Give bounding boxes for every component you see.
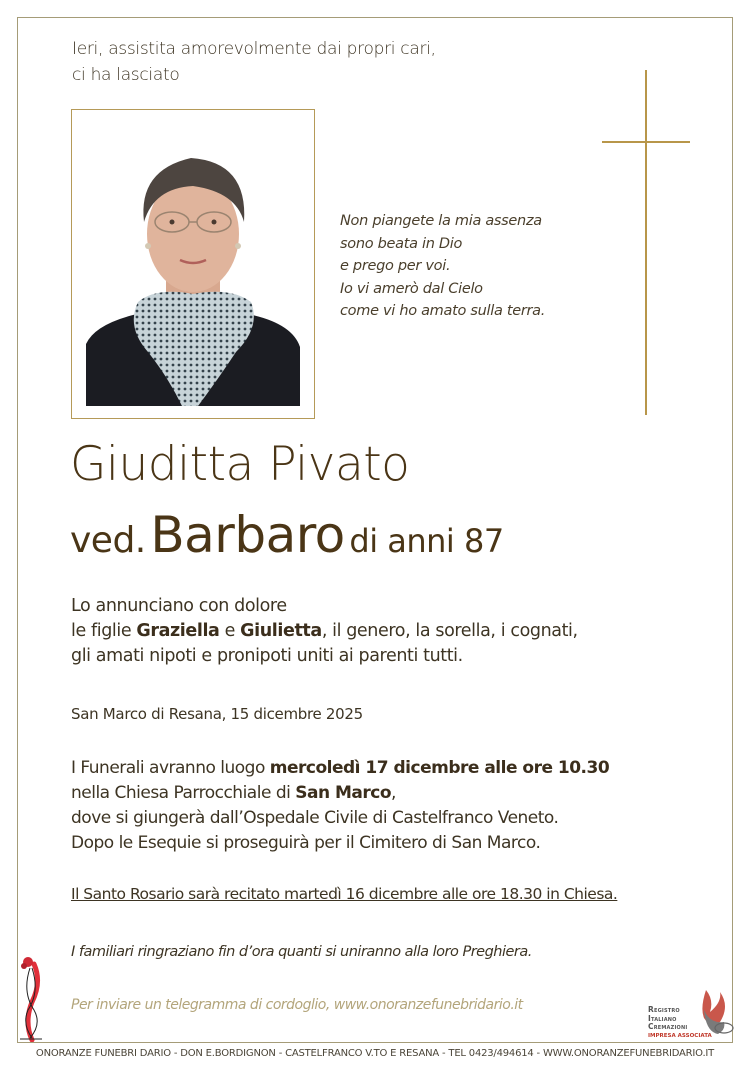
poem	[340, 210, 545, 323]
funeral-text: ,	[391, 783, 396, 803]
cross-horizontal-bar	[602, 141, 690, 143]
poem-line: sono beata in Dio	[340, 235, 463, 252]
intro-line-2: ci ha lasciato	[72, 65, 180, 85]
poem-line: Io vi amerò dal Cielo	[340, 280, 483, 297]
funeral-line-1	[71, 756, 609, 781]
announcement-line-2	[71, 619, 578, 644]
thanks-note: I familiari ringraziano fin d’ora quanti si uniranno alla loro Preghiera.	[71, 944, 532, 960]
daughter-name: Giulietta	[240, 621, 322, 641]
funeral-line-3: dove si giungerà dall’Ospedale Civile di Castelfranco Veneto.	[71, 808, 559, 828]
funeral-line-2	[71, 781, 609, 806]
portrait-illustration	[86, 122, 300, 406]
funeral-line-4: Dopo le Esequie si proseguirà per il Cimitero di San Marco.	[71, 833, 541, 853]
footer-contact-line: ONORANZE FUNEBRI DARIO - DON E.BORDIGNON - CASTELFRANCO V.TO E RESANA - TEL 0423/494614 - WWW.ONORANZEFUNEBRIDARIO.IT	[35, 1048, 715, 1059]
ric-subtitle: IMPRESA ASSOCIATA	[648, 1033, 712, 1039]
place-and-date: San Marco di Resana, 15 dicembre 2025	[71, 705, 363, 723]
funeral-text: nella Chiesa Parrocchiale di	[71, 783, 296, 803]
ric-line: Italiano	[648, 1013, 677, 1023]
daughter-name: Graziella	[136, 621, 220, 641]
red-flower-logo-icon	[18, 952, 48, 1042]
married-surname: Barbaro	[150, 506, 345, 564]
funeral-church: San Marco	[295, 783, 391, 803]
registro-italiano-cremazioni-logo	[646, 988, 736, 1042]
poem-line: Non piangete la mia assenza	[340, 213, 542, 229]
telegram-link-text[interactable]: Per inviare un telegramma di cordoglio, www.onoranzefunebridario.it	[71, 997, 523, 1013]
rosary-notice: Il Santo Rosario sarà recitato martedì 16 dicembre alle ore 18.30 in Chiesa.	[71, 885, 618, 903]
ric-line: Registro	[648, 1005, 680, 1014]
age-text: di anni 87	[349, 522, 504, 560]
announcement-text: e	[219, 621, 241, 641]
widow-prefix: ved.	[70, 520, 146, 561]
announcement-text: le figlie	[71, 621, 137, 641]
portrait-photo	[86, 122, 300, 406]
ric-logo-text	[648, 1006, 687, 1032]
deceased-full-name: Giuditta Pivato	[70, 437, 410, 492]
announcement-line-1: Lo annunciano con dolore	[71, 596, 287, 616]
portrait-frame	[71, 109, 315, 419]
funeral-datetime: mercoledì 17 dicembre alle ore 10.30	[269, 758, 610, 778]
intro-line-1: Ieri, assistita amorevolmente dai propri cari,	[72, 39, 436, 59]
poem-line: come vi ho amato sulla terra.	[340, 303, 546, 319]
funeral-details	[71, 756, 609, 856]
wing-flame-icon	[696, 988, 736, 1038]
intro-text	[72, 36, 436, 88]
ric-line: Cremazioni	[648, 1022, 688, 1031]
poem-line: e prego per voi.	[340, 258, 451, 274]
cross-vertical-bar	[645, 70, 647, 415]
deceased-married-name-line	[70, 506, 504, 564]
announcement-text: , il genero, la sorella, i cognati,	[321, 621, 578, 641]
announcement-line-3: gli amati nipoti e pronipoti uniti ai parenti tutti.	[71, 646, 463, 666]
funeral-text: I Funerali avranno luogo	[71, 758, 270, 778]
announcement	[71, 594, 578, 669]
